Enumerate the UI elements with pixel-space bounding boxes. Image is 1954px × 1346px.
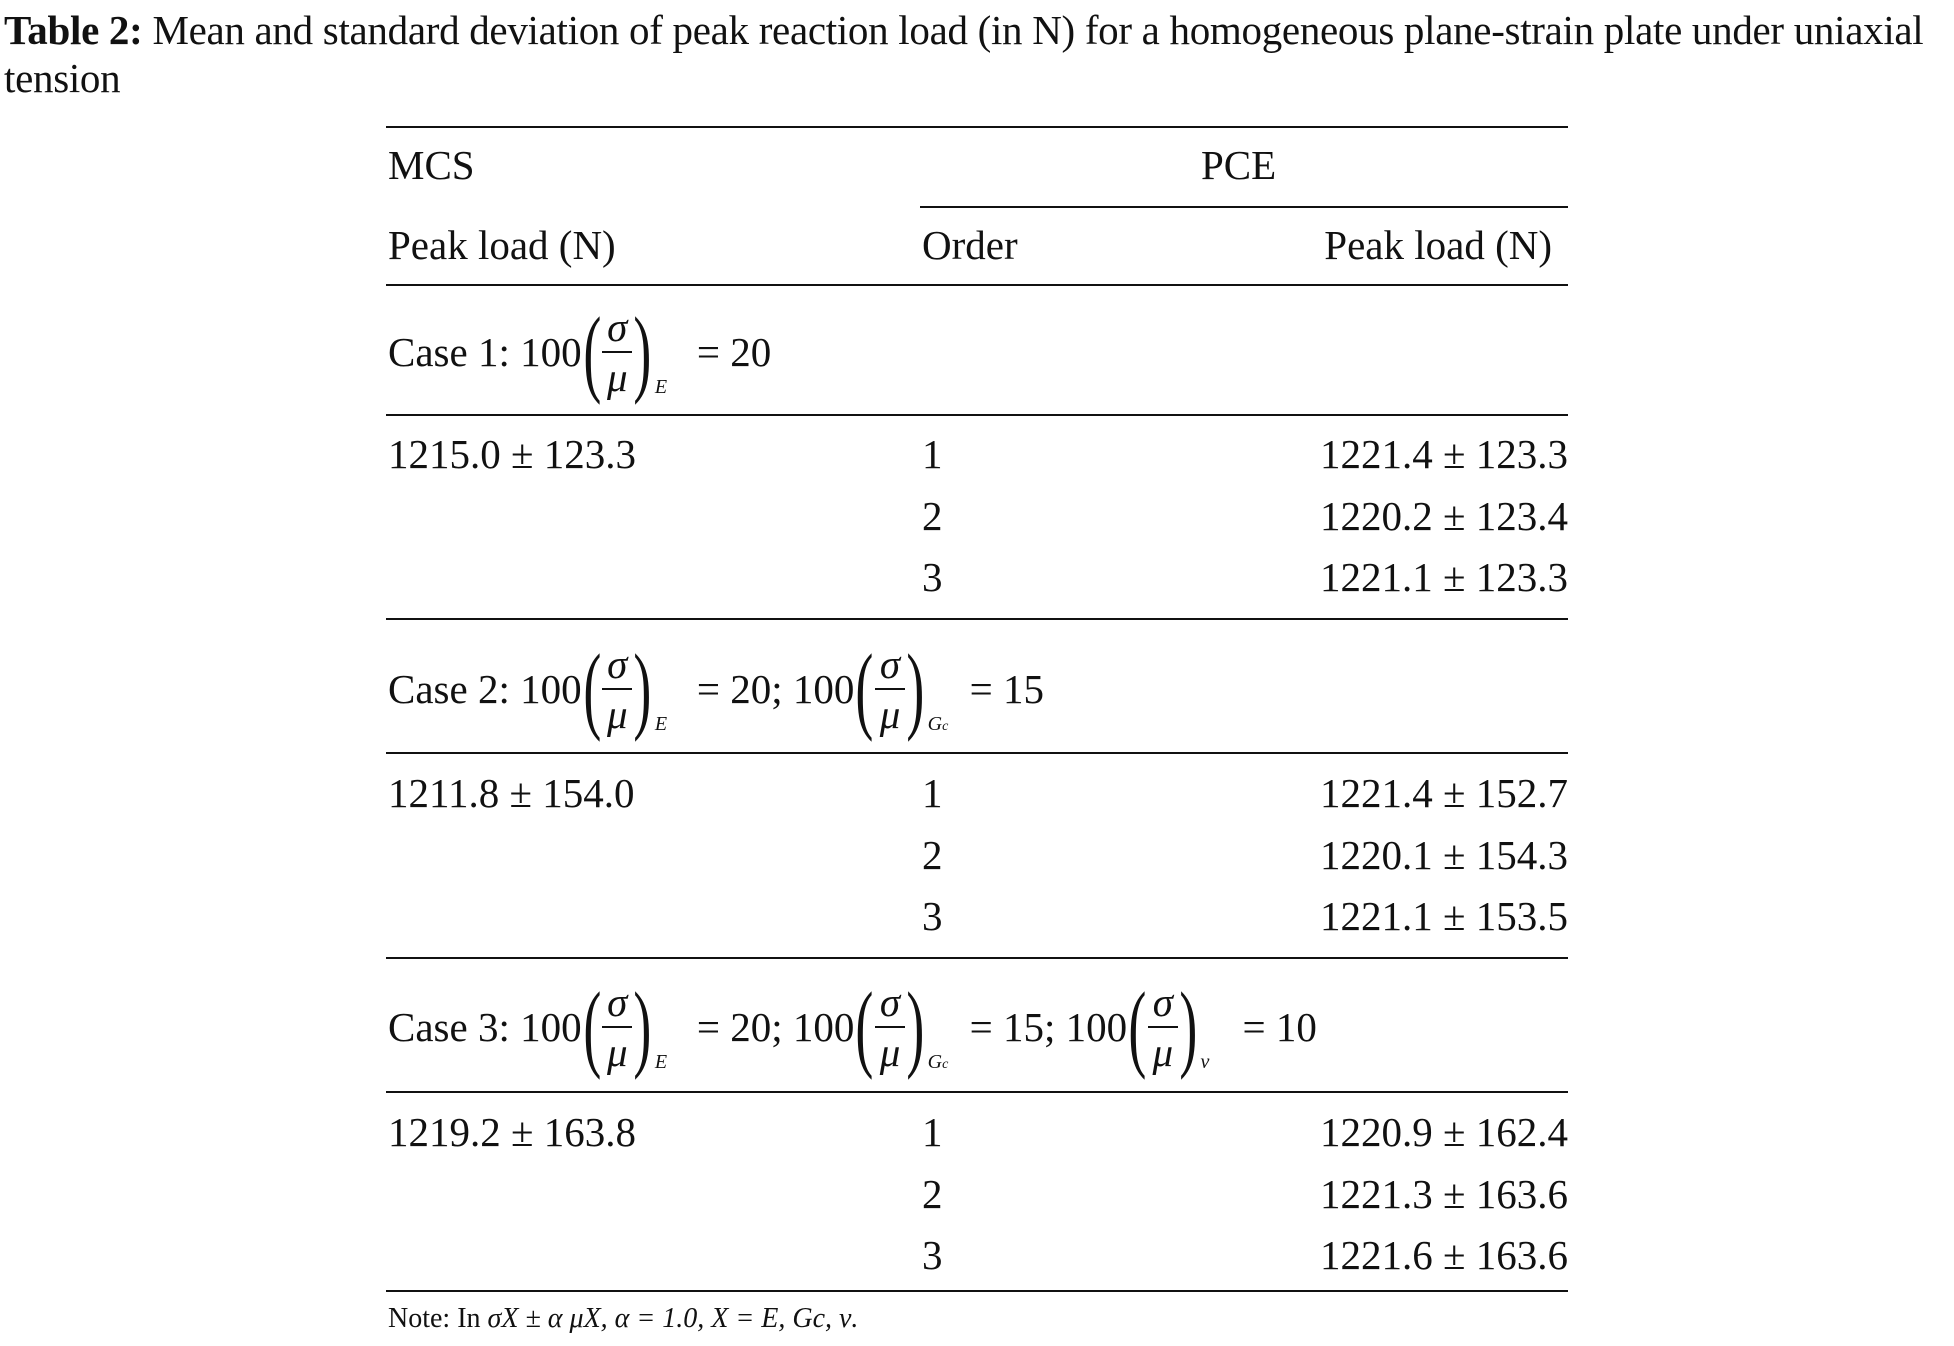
case-3-order-1: 1 xyxy=(922,1109,943,1155)
case-3-order-3: 3 xyxy=(922,1232,943,1278)
subscript-nu: ν xyxy=(1200,1051,1210,1073)
cv-ratio-E xyxy=(582,298,681,406)
case-2-value-Gc: = 15 xyxy=(969,666,1045,712)
mu-symbol: μ xyxy=(879,691,901,737)
top-rule xyxy=(386,126,1568,128)
case-1-pce-2: 1220.2 ± 123.4 xyxy=(1319,493,1568,539)
case-2-pce-3: 1221.1 ± 153.5 xyxy=(1319,893,1568,939)
case-1-mcs: 1215.0 ± 123.3 xyxy=(388,431,637,477)
case-1-order-3: 3 xyxy=(922,554,943,600)
mu-symbol: μ xyxy=(1152,1029,1174,1075)
right-paren: ) xyxy=(906,973,925,1081)
case-1-rule xyxy=(386,414,1568,416)
case-3-label xyxy=(388,963,1317,1091)
fraction-bar xyxy=(875,688,905,690)
header-mcs: MCS xyxy=(388,142,475,188)
mu-symbol: μ xyxy=(879,1029,901,1075)
cv-ratio-E xyxy=(582,635,681,743)
right-paren: ) xyxy=(633,635,652,743)
left-paren: ( xyxy=(855,635,874,743)
header-pce-order: Order xyxy=(922,222,1018,268)
case-2-top-rule xyxy=(386,618,1568,620)
case-2-pce-1: 1221.4 ± 152.7 xyxy=(1319,770,1568,816)
fraction-bar xyxy=(875,1026,905,1028)
sigma-symbol: σ xyxy=(1152,979,1173,1025)
case-2-order-1: 1 xyxy=(922,770,943,816)
left-paren: ( xyxy=(855,973,874,1081)
cv-ratio-Gc xyxy=(855,635,953,743)
note-expression: σX ± α μX, α = 1.0, X = E, Gc, ν. xyxy=(487,1303,859,1334)
right-paren: ) xyxy=(633,973,652,1081)
case-2-order-2: 2 xyxy=(922,832,943,878)
case-2-rule xyxy=(386,752,1568,754)
subscript-c: c xyxy=(942,1057,949,1072)
case-3-prefix: Case 3: 100 xyxy=(388,1004,582,1050)
pce-subrule xyxy=(920,206,1568,208)
sigma-over-mu xyxy=(600,305,634,399)
case-2-label xyxy=(388,626,1044,752)
subscript-Gc xyxy=(928,1051,954,1074)
left-paren: ( xyxy=(582,298,601,406)
case-3-top-rule xyxy=(386,957,1568,959)
caption-text: Mean and standard deviation of peak reaction load (in N) for a homogeneous plane-strain plate under uniaxial tension xyxy=(4,7,1924,101)
sigma-symbol: σ xyxy=(607,641,628,687)
caption-label: Table 2: xyxy=(4,7,143,53)
sigma-over-mu xyxy=(873,980,907,1074)
right-paren: ) xyxy=(1179,973,1198,1081)
subscript-c: c xyxy=(942,719,949,734)
cv-ratio-Gc xyxy=(855,973,953,1081)
case-1-prefix: Case 1: 100 xyxy=(388,329,582,375)
cv-ratio-nu xyxy=(1128,973,1226,1081)
case-1-order-1: 1 xyxy=(922,431,943,477)
case-1-pce-1: 1221.4 ± 123.3 xyxy=(1319,431,1568,477)
mu-symbol: μ xyxy=(606,354,628,400)
table-caption xyxy=(4,6,1954,102)
case-3-value-nu: = 10 xyxy=(1242,1004,1317,1050)
case-1-order-2: 2 xyxy=(922,493,943,539)
case-3-pce-1: 1220.9 ± 162.4 xyxy=(1319,1109,1568,1155)
subscript-G: G xyxy=(927,1051,943,1073)
header-pce: PCE xyxy=(1201,142,1277,188)
sigma-symbol: σ xyxy=(879,641,901,687)
right-paren: ) xyxy=(906,635,925,743)
bottom-rule xyxy=(386,1290,1568,1292)
header-rule xyxy=(386,284,1568,286)
sigma-over-mu xyxy=(873,642,907,736)
case-1-pce-3: 1221.1 ± 123.3 xyxy=(1319,554,1568,600)
subscript-E: E xyxy=(654,713,668,735)
subscript-E: E xyxy=(654,1051,668,1073)
case-1-label xyxy=(388,290,771,414)
case-1-value: = 20 xyxy=(696,329,772,375)
note-prefix: Note: In xyxy=(388,1303,488,1334)
fraction-bar xyxy=(602,1026,632,1028)
fraction-bar xyxy=(602,351,632,353)
left-paren: ( xyxy=(1128,973,1147,1081)
subscript-G: G xyxy=(927,713,943,735)
left-paren: ( xyxy=(582,635,601,743)
case-2-pce-2: 1220.1 ± 154.3 xyxy=(1319,832,1568,878)
table-note xyxy=(388,1302,858,1336)
cv-ratio-E xyxy=(582,973,681,1081)
case-3-order-2: 2 xyxy=(922,1171,943,1217)
right-paren: ) xyxy=(633,298,652,406)
mu-symbol: μ xyxy=(606,1029,628,1075)
case-2-prefix: Case 2: 100 xyxy=(388,666,582,712)
sigma-over-mu xyxy=(1146,980,1180,1074)
fraction-bar xyxy=(1148,1026,1178,1028)
header-mcs-peak: Peak load (N) xyxy=(388,222,616,268)
subscript-Gc xyxy=(928,713,954,736)
case-3-pce-3: 1221.6 ± 163.6 xyxy=(1319,1232,1568,1278)
mu-symbol: μ xyxy=(606,691,628,737)
case-2-value-E: = 20; 100 xyxy=(696,666,855,712)
sigma-over-mu xyxy=(600,642,634,736)
sigma-symbol: σ xyxy=(607,304,628,350)
header-pce-peak: Peak load (N) xyxy=(1324,222,1552,268)
case-3-rule xyxy=(386,1091,1568,1093)
case-2-order-3: 3 xyxy=(922,893,943,939)
sigma-symbol: σ xyxy=(879,979,901,1025)
sigma-symbol: σ xyxy=(607,979,628,1025)
fraction-bar xyxy=(602,688,632,690)
case-3-value-Gc: = 15; 100 xyxy=(969,1004,1128,1050)
subscript-E: E xyxy=(654,376,668,398)
left-paren: ( xyxy=(582,973,601,1081)
case-3-value-E: = 20; 100 xyxy=(696,1004,855,1050)
case-2-mcs: 1211.8 ± 154.0 xyxy=(388,770,635,816)
case-3-mcs: 1219.2 ± 163.8 xyxy=(388,1109,637,1155)
case-3-pce-2: 1221.3 ± 163.6 xyxy=(1319,1171,1568,1217)
sigma-over-mu xyxy=(600,980,634,1074)
